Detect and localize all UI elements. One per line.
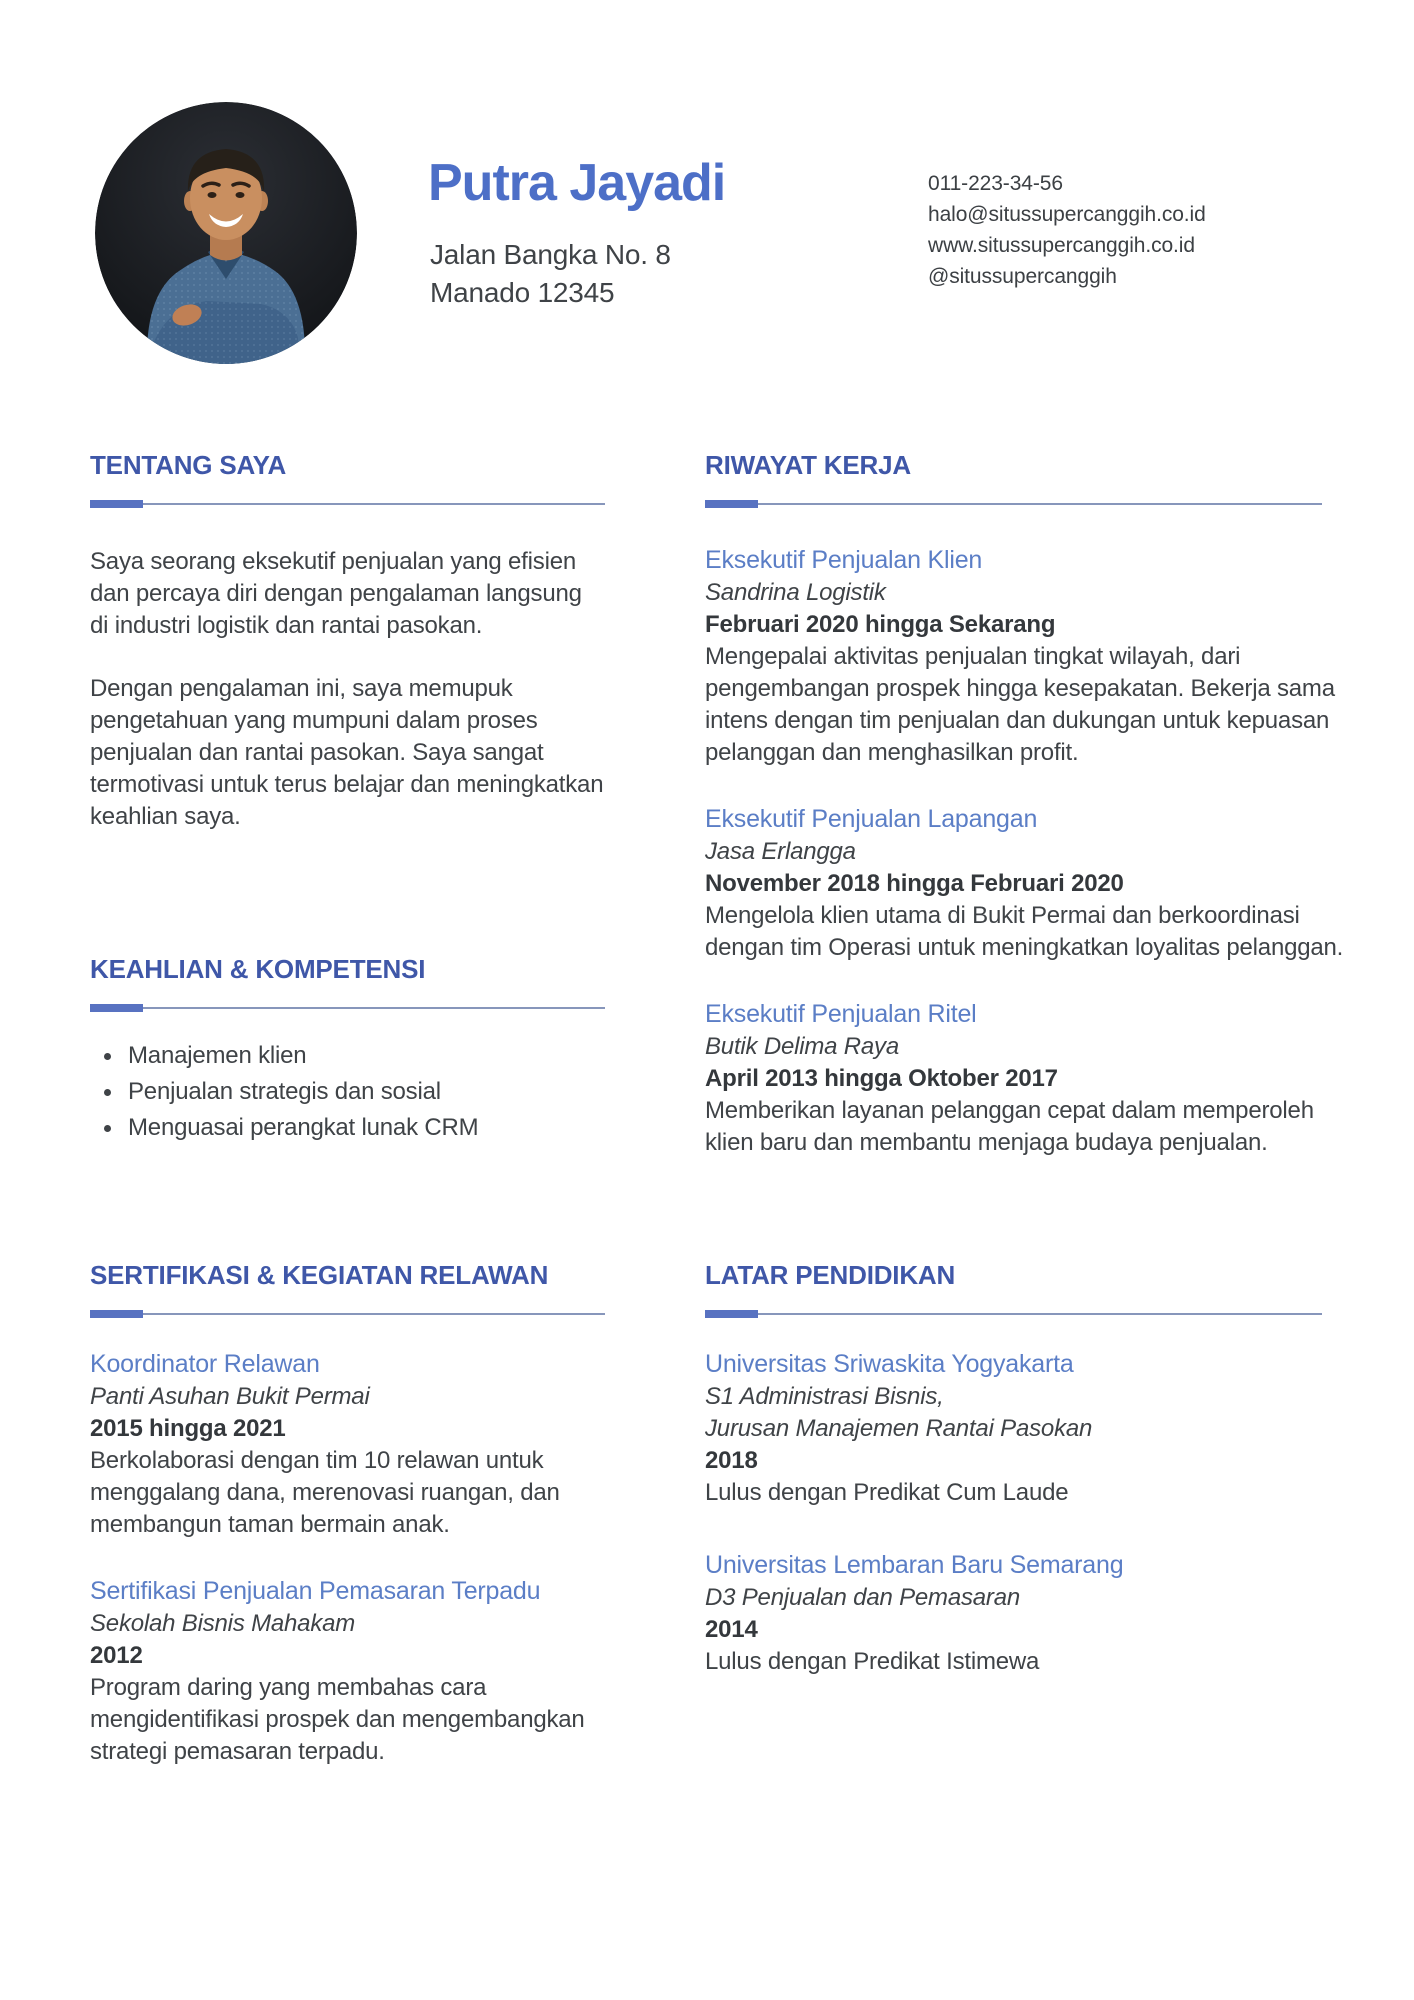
entry-company: Jasa Erlangga [705,838,856,865]
entry-period: Februari 2020 hingga Sekarang [705,611,1056,638]
section-divider [705,500,1350,508]
entry-period: April 2013 hingga Oktober 2017 [705,1065,1058,1092]
entry-description: Mengelola klien utama di Bukit Permai dan berkoordinasi dengan tim Operasi untuk meningkatkan loyalitas pelanggan. [705,902,1344,961]
education-title: LATAR PENDIDIKAN [705,1260,956,1290]
skills-list [90,1038,605,1146]
entry-period: November 2018 hingga Februari 2020 [705,870,1124,897]
entry-year: 2014 [705,1616,758,1643]
section-divider [90,1310,605,1318]
person-name: Putra Jayadi [428,154,726,212]
entry-title: Eksekutif Penjualan Ritel [705,1000,977,1028]
email-address: halo@situssupercanggih.co.id [928,203,1206,226]
entry-title: Eksekutif Penjualan Klien [705,546,983,574]
work-entry [705,544,1350,769]
entry-organization: Panti Asuhan Bukit Permai [90,1383,370,1410]
work-title: RIWAYAT KERJA [705,450,911,480]
certifications-title: SERTIFIKASI & KEGIATAN RELAWAN [90,1260,549,1290]
section-work-history [705,440,1350,1159]
address-line-2: Manado 12345 [430,277,615,308]
entry-company: Butik Delima Raya [705,1033,900,1060]
entry-description: Program daring yang membahas cara mengidentifikasi prospek dan mengembangkan strategi pemasaran terpadu. [90,1674,585,1765]
education-entry [705,1549,1350,1678]
phone-number: 011-223-34-56 [928,172,1063,195]
entry-title: Eksekutif Penjualan Lapangan [705,805,1038,833]
entry-school: Universitas Sriwaskita Yogyakarta [705,1350,1074,1378]
social-handle: @situssupercanggih [928,265,1117,288]
entry-period: 2015 hingga 2021 [90,1415,286,1442]
education-entry [705,1348,1350,1509]
entry-organization: Sekolah Bisnis Mahakam [90,1610,356,1637]
work-entry [705,998,1350,1159]
section-education [705,1250,1350,1678]
entry-school: Universitas Lembaran Baru Semarang [705,1551,1124,1579]
skill-item: Penjualan strategis dan sosial [90,1074,605,1110]
entry-honors: Lulus dengan Predikat Istimewa [705,1648,1040,1675]
contact-block [928,168,1206,292]
section-skills [90,952,605,1146]
entry-major: Jurusan Manajemen Rantai Pasokan [705,1415,1093,1442]
address-line-1: Jalan Bangka No. 8 [430,239,671,270]
entry-degree: D3 Penjualan dan Pemasaran [705,1584,1021,1611]
section-divider [90,500,605,508]
about-paragraph: Dengan pengalaman ini, saya memupuk pengetahuan yang mumpuni dalam proses penjualan dan rantai pasokan. Saya sangat termotivasi untuk terus belajar dan meningkatkan keahlian saya. [90,675,604,830]
website-url: www.situssupercanggih.co.id [928,234,1195,257]
section-certifications [90,1250,605,1768]
entry-title: Koordinator Relawan [90,1350,320,1378]
profile-photo-illustration [95,102,357,364]
entry-description: Berkolaborasi dengan tim 10 relawan untuk menggalang dana, merenovasi ruangan, dan membangun taman bermain anak. [90,1447,560,1538]
skill-item: Manajemen klien [90,1038,605,1074]
certification-entry [90,1575,605,1768]
about-title: TENTANG SAYA [90,450,287,480]
entry-title: Sertifikasi Penjualan Pemasaran Terpadu [90,1577,541,1605]
entry-description: Memberikan layanan pelanggan cepat dalam memperoleh klien baru dan membantu menjaga budaya penjualan. [705,1097,1314,1156]
profile-photo [95,102,357,364]
skill-item: Menguasai perangkat lunak CRM [90,1110,605,1146]
skills-title: KEAHLIAN & KOMPETENSI [90,954,426,984]
about-paragraph: Saya seorang eksekutif penjualan yang efisien dan percaya diri dengan pengalaman langsung di industri logistik dan rantai pasokan. [90,548,582,639]
entry-degree: S1 Administrasi Bisnis, [705,1383,944,1410]
section-about [90,440,605,1146]
entry-period: 2012 [90,1642,143,1669]
section-divider [90,1004,605,1012]
certification-entry [90,1348,605,1541]
entry-honors: Lulus dengan Predikat Cum Laude [705,1479,1069,1506]
entry-description: Mengepalai aktivitas penjualan tingkat wilayah, dari pengembangan prospek hingga kesepakatan. Bekerja sama intens dengan tim penjualan dan dukungan untuk kepuasan pelanggan dan menghasilkan profit. [705,643,1335,766]
work-entry [705,803,1350,964]
entry-year: 2018 [705,1447,758,1474]
address-block [430,236,671,312]
entry-company: Sandrina Logistik [705,579,886,606]
section-divider [705,1310,1350,1318]
